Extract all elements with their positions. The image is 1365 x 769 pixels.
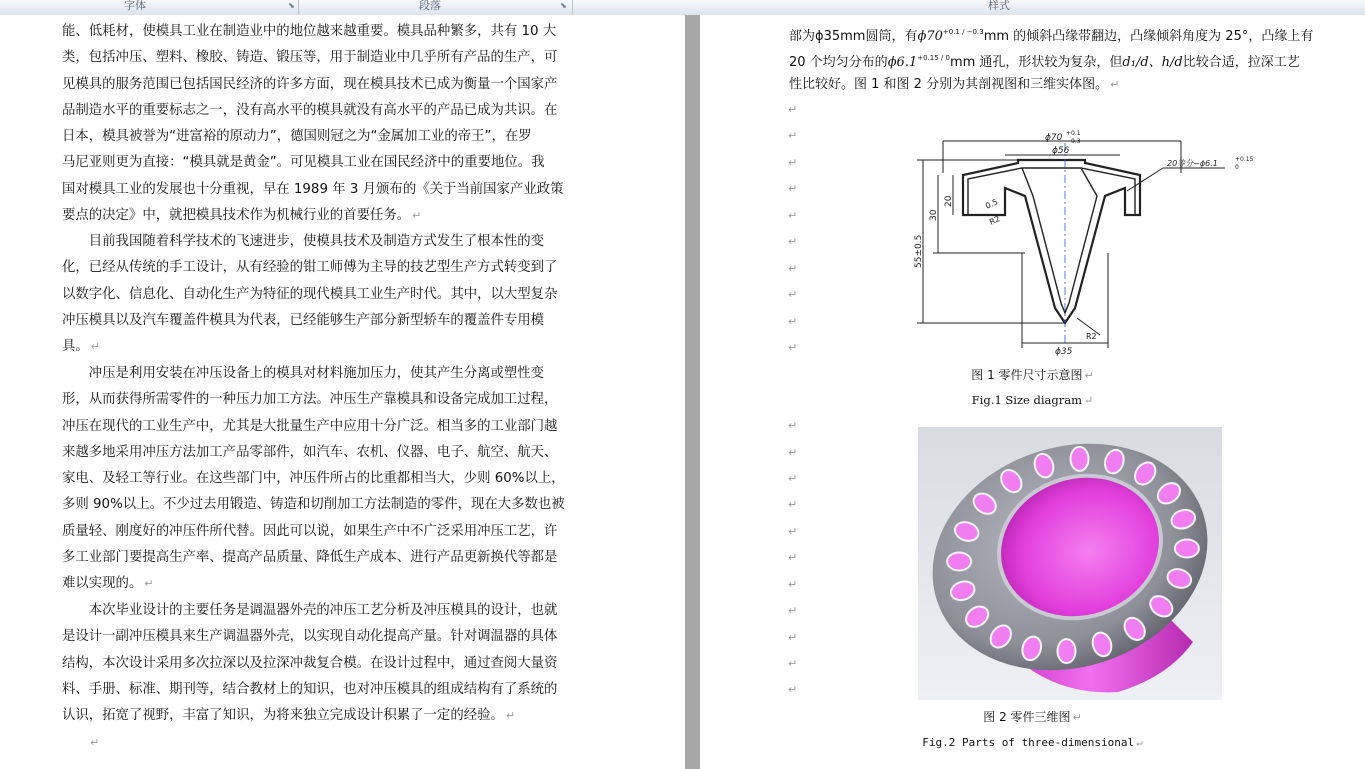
paragraph-part-description[interactable] <box>789 19 1329 98</box>
text-line: 能、低耗材，使模具工业在制造业中的地位越来越重要。模具品种繁多，共有 10 大 <box>62 24 557 39</box>
paragraph-mark-icon: ↵ <box>90 340 100 354</box>
text-line: 目前我国随着科学技术的飞速进步，使模具技术及制造方式发生了根本性的变 <box>62 234 545 249</box>
paragraph-mark-icon: ↵ <box>788 209 798 222</box>
document-page-left[interactable] <box>0 15 685 769</box>
text-line: 品制造水平的重要标志之一，没有高水平的模具就没有高水平的产品已成为共识。在 <box>62 102 558 118</box>
dim-label-h30: 30 <box>929 209 939 221</box>
paragraph-mark-icon: ↵ <box>788 103 798 116</box>
dim-label-phi35: ϕ35 <box>1055 347 1073 357</box>
leader-line <box>1127 168 1163 191</box>
paragraph-mark-icon: ↵ <box>788 288 798 301</box>
dim-label-holes: 20等分−ϕ6.1 <box>1167 159 1218 168</box>
text-run: mm 通孔，形状较为复杂，但 <box>949 55 1123 71</box>
text-run: 圆筒，有 <box>865 29 918 44</box>
figure-2-caption-cn <box>700 708 1365 725</box>
text-run: mm 的倾斜凸缘带翻边，凸缘倾斜角度为 25°，凸缘上有 <box>983 29 1314 44</box>
ribbon-group-styles-label: 样式 <box>988 0 1010 12</box>
paragraph-stamping-definition[interactable] <box>62 361 588 598</box>
text-run: 部为 <box>789 29 816 44</box>
paragraph-mold-importance[interactable] <box>62 19 588 229</box>
paragraph-mark-icon: ↵ <box>1084 369 1094 382</box>
paragraph-mark-icon: ↵ <box>505 709 516 723</box>
paragraph-mark-icon: ↵ <box>788 446 798 459</box>
paragraph-mark-icon: ↵ <box>1110 77 1120 91</box>
paragraph-dialog-launcher-icon[interactable]: ⬊ <box>560 1 567 10</box>
dim-label-thickness: 0.5 <box>984 197 1000 211</box>
figure-1-caption-en-text: Fig.1 Size diagram <box>971 393 1083 407</box>
text-line: 是设计一副冲压模具来生产调温器外壳，以实现自动化提高产量。针对调温器的具体 <box>62 629 558 645</box>
part-outer-profile <box>963 160 1140 323</box>
paragraph-mark-icon: ↵ <box>788 525 798 538</box>
ribbon-separator <box>298 0 299 15</box>
figure-1-caption-en <box>700 393 1365 407</box>
dimension-tolerance: +0.1 / −0.3 <box>942 28 984 36</box>
text-line: 形，从而获得所需零件的一种压力加工方法。冲压生产靠模具和设备完成加工过程， <box>62 392 558 408</box>
text-line <box>789 72 1329 98</box>
dim-label-h55: 55±0.5 <box>914 234 924 268</box>
dim-tol-down: −0.3 <box>1066 138 1081 145</box>
dim-tol-up: +0.1 <box>1066 130 1081 137</box>
paragraph-mark-icon: ↵ <box>788 551 798 564</box>
text-line-content: 性比较好。图 1 和图 2 分别为其剖视图和三维实体图。 <box>789 76 1109 92</box>
dimension-phi70: ϕ70 <box>917 29 943 44</box>
text-line-content: 要点的决定》中，就把模具技术作为机械行业的首要任务。 <box>62 208 411 224</box>
ribbon-group-styles[interactable] <box>574 0 1365 15</box>
dim-label-phi56: ϕ56 <box>1052 146 1070 156</box>
text-line: 多则 90%以上。不少过去用锻造、铸造和切削加工方法制造的零件，现在大多数也被 <box>62 497 565 513</box>
text-line-content: 具。 <box>62 339 89 355</box>
figure-2-caption-cn-text: 图 2 零件三维图 <box>983 710 1071 724</box>
text-line <box>62 334 588 360</box>
text-line: 来越多地采用冲压方法加工产品零部件，如汽车、农机、仪器、电子、航空、航天、 <box>62 444 558 460</box>
paragraph-mark-icon: ↵ <box>1072 711 1082 724</box>
flange-hole <box>1058 639 1076 663</box>
flange-hole <box>1175 540 1199 558</box>
figure-1-caption-cn-text: 图 1 零件尺寸示意图 <box>971 368 1083 382</box>
dim-label-r2-bottom: R2 <box>1086 332 1097 341</box>
paragraph-design-task[interactable] <box>62 598 588 729</box>
font-dialog-launcher-icon[interactable]: ⬊ <box>288 1 295 10</box>
dim-tol-up: +0.15 <box>1235 156 1254 163</box>
formula-ratio: d₁/d、h/d <box>1122 55 1183 71</box>
paragraph-mark-icon: ↵ <box>1084 394 1094 407</box>
ribbon-group-bar <box>0 0 1365 16</box>
text-line <box>62 571 588 597</box>
dim-label-h20: 20 <box>944 195 954 207</box>
text-line: 冲压在现代的工业生产中，尤其是大批量生产中应用十分广泛。相当多的工业部门越 <box>62 418 558 434</box>
paragraph-mark-icon: ↵ <box>788 657 798 670</box>
paragraph-mark-icon: ↵ <box>788 578 798 591</box>
figure-2-caption-en-text: Fig.2 Parts of three-dimensional <box>922 736 1135 749</box>
text-line <box>62 203 588 229</box>
paragraph-mark-icon: ↵ <box>788 498 798 511</box>
paragraph-mark-icon: ↵ <box>788 341 798 354</box>
figure-2-3d-render <box>918 427 1222 700</box>
ribbon-group-font[interactable] <box>0 0 270 15</box>
paragraph-mark-icon: ↵ <box>788 262 798 275</box>
paragraph-mark-icon: ↵ <box>788 472 798 485</box>
paragraph-mark-icon: ↵ <box>1136 736 1143 749</box>
text-line-content: 难以实现的。 <box>62 576 143 592</box>
dim-label-r2-top: R2 <box>988 214 1002 227</box>
figure-2-caption-en <box>700 736 1365 749</box>
text-line: 以数字化、信息化、自动化生产为特征的现代模具工业生产时代。其中，以大型复杂 <box>62 286 558 302</box>
dimension-tolerance: +0.15 / 0 <box>917 54 950 63</box>
text-line: 化，已经从传统的手工设计，从有经验的钳工师傅为主导的技艺型生产方式转变到了 <box>62 260 558 276</box>
text-run: 20 个均匀分布的 <box>789 55 888 71</box>
paragraph-mark-icon: ↵ <box>144 577 154 591</box>
dimension-phi35: ϕ35mm <box>815 29 866 44</box>
dimension-phi6: ϕ6.1 <box>887 55 918 71</box>
text-line: 料、手册、标准、期刊等，结合教材上的知识，也对冲压模具的组成结构有了系统的 <box>62 681 558 697</box>
figure-1-section-drawing <box>905 113 1265 363</box>
paragraph-mark-icon: ↵ <box>90 736 100 749</box>
text-line: 马尼亚则更为直接：“模具就是黄金”。可见模具工业在国民经济中的重要地位。我 <box>62 155 545 171</box>
paragraph-mark-icon: ↵ <box>788 129 798 142</box>
paragraph-mark-icon: ↵ <box>788 604 798 617</box>
text-line <box>62 703 588 729</box>
ribbon-group-paragraph-label: 段落 <box>419 0 441 12</box>
paragraph-mark-icon: ↵ <box>788 156 798 169</box>
paragraph-technology-progress[interactable] <box>62 229 588 360</box>
text-line <box>789 45 1329 71</box>
paragraph-mark-icon: ↵ <box>788 182 798 195</box>
text-line: 类，包括冲压、塑料、橡胶、铸造、锻压等，用于制造业中几乎所有产品的生产，可 <box>62 50 558 66</box>
ribbon-separator <box>572 0 573 15</box>
text-line-content: 认识，拓宽了视野，丰富了知识，为将来独立完成设计积累了一定的经验。 <box>62 708 504 724</box>
text-run: 比较合适，拉深工艺 <box>1182 55 1300 71</box>
flange-hole <box>947 553 971 571</box>
paragraph-mark-icon: ↵ <box>788 631 798 644</box>
ribbon-group-paragraph[interactable] <box>300 0 560 15</box>
document-page-right[interactable] <box>700 15 1365 769</box>
paragraph-mark-icon: ↵ <box>788 315 798 328</box>
text-line: 冲压是利用安装在冲压设备上的模具对材料施加压力，使其产生分离或塑性变 <box>62 366 545 381</box>
text-line: 质量轻、刚度好的冲压件所代替。因此可以说，如果生产中不广泛采用冲压工艺，许 <box>62 523 558 539</box>
paragraph-mark-icon: ↵ <box>788 419 798 432</box>
dim-tol-down: 0 <box>1235 164 1239 171</box>
text-line: 家电、及轻工等行业。在这些部门中，冲压件所占的比重都相当大，少则 60%以上， <box>62 471 565 487</box>
text-line: 冲压模具以及汽车覆盖件模具为代表，已经能够生产部分新型轿车的覆盖件专用模 <box>62 312 545 328</box>
text-line <box>789 19 1329 45</box>
paragraph-mark-icon: ↵ <box>788 683 798 696</box>
page-gap <box>685 15 700 769</box>
text-line: 多工业部门要提高生产率、提高产品质量、降低生产成本、进行产品更新换代等都是 <box>62 550 558 566</box>
text-line: 见模具的服务范围已包括国民经济的许多方面，现在模具技术已成为衡量一个国家产 <box>62 76 558 92</box>
text-line: 日本，模具被誉为“进富裕的原动力”，德国则冠之为“金属加工业的帝王”，在罗 <box>62 129 532 145</box>
paragraph-mark-icon: ↵ <box>412 209 422 223</box>
text-line: 国对模具工业的发展也十分重视，早在 1989 年 3 月颁布的《关于当前国家产业政策 <box>62 181 564 197</box>
text-line: 结构，本次设计采用多次拉深以及拉深冲裁复合模。在设计过程中，通过查阅大量资 <box>62 655 558 671</box>
dim-label-phi70: ϕ70 <box>1045 133 1063 143</box>
figure-1-caption-cn <box>700 366 1365 383</box>
text-line: 本次毕业设计的主要任务是调温器外壳的冲压工艺分析及冲压模具的设计，也就 <box>62 603 558 618</box>
ribbon-group-font-label: 字体 <box>124 0 146 12</box>
flange-hole <box>1071 447 1089 471</box>
paragraph-mark-icon: ↵ <box>788 235 798 248</box>
